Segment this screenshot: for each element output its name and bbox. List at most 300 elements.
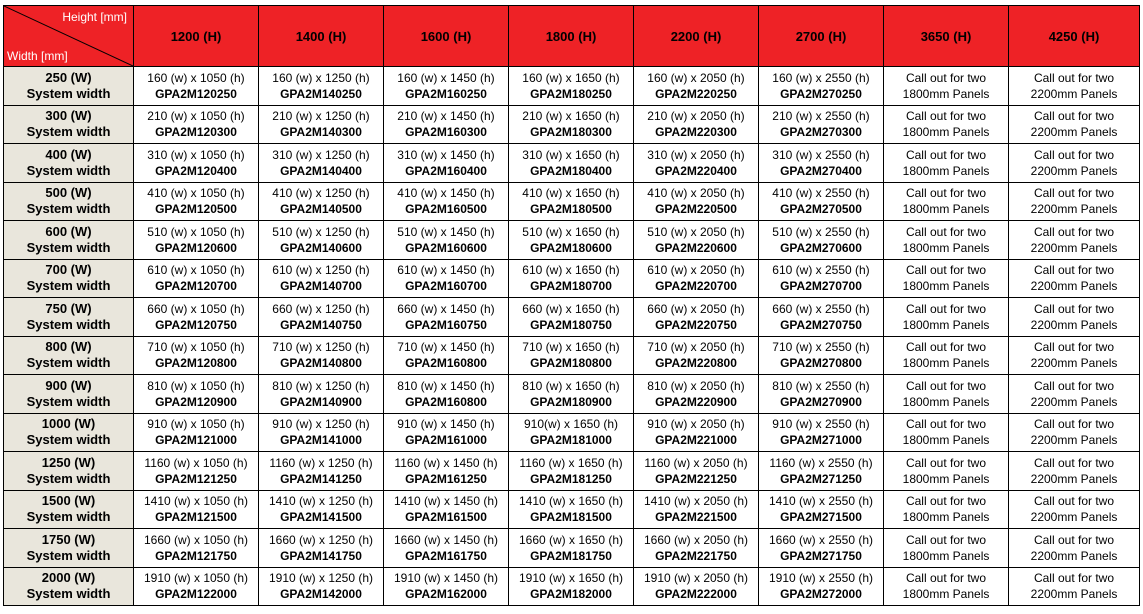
panel-dimensions: 160 (w) x 2550 (h) xyxy=(772,70,870,85)
panel-cell xyxy=(1009,490,1140,529)
panel-dimensions: 210 (w) x 1050 (h) xyxy=(147,109,245,124)
panel-code: GPA2M122000 xyxy=(155,587,237,602)
panel-dimensions: 660 (w) x 1450 (h) xyxy=(397,301,495,316)
panel-cell xyxy=(259,67,384,106)
panel-dimensions: Call out for two xyxy=(905,301,987,316)
table-row xyxy=(4,413,1140,452)
panel-cell xyxy=(509,259,634,298)
panel-code: 2200mm Panels xyxy=(1030,279,1118,294)
panel-dimensions: 910 (w) x 1450 (h) xyxy=(397,417,495,432)
panel-dimensions: 310 (w) x 1650 (h) xyxy=(522,147,620,162)
panel-code: GPA2M120600 xyxy=(155,240,237,255)
panel-cell xyxy=(884,375,1009,414)
panel-dimensions: Call out for two xyxy=(905,224,987,239)
height-header-8: 4250 (H) xyxy=(1009,6,1140,67)
panel-code: GPA2M120250 xyxy=(155,86,237,101)
panel-cell xyxy=(759,67,884,106)
panel-cell xyxy=(634,182,759,221)
panel-code: GPA2M161500 xyxy=(405,510,487,525)
panel-code: 1800mm Panels xyxy=(902,86,990,101)
height-header-4: 1800 (H) xyxy=(509,6,634,67)
panel-dimensions: Call out for two xyxy=(905,571,987,586)
panel-code: GPA2M180750 xyxy=(530,317,612,332)
panel-cell xyxy=(384,105,509,144)
panel-code: GPA2M160750 xyxy=(405,317,487,332)
panel-code: 2200mm Panels xyxy=(1030,317,1118,332)
panel-code: 2200mm Panels xyxy=(1030,356,1118,371)
panel-code: GPA2M271500 xyxy=(780,510,862,525)
panel-code: GPA2M271000 xyxy=(780,433,862,448)
panel-dimensions: Call out for two xyxy=(905,494,987,509)
panel-dimensions: 710 (w) x 2050 (h) xyxy=(647,340,745,355)
width-row-header xyxy=(4,413,134,452)
panel-dimensions: 810 (w) x 2550 (h) xyxy=(772,378,870,393)
panel-code: GPA2M220750 xyxy=(655,317,737,332)
panel-dimensions: 810 (w) x 1450 (h) xyxy=(397,378,495,393)
width-row-header xyxy=(4,259,134,298)
panel-dimensions: Call out for two xyxy=(1033,263,1115,278)
height-header-3: 1600 (H) xyxy=(384,6,509,67)
panel-dimensions: 610 (w) x 2550 (h) xyxy=(772,263,870,278)
panel-cell xyxy=(384,452,509,491)
width-row-header xyxy=(4,375,134,414)
panel-dimensions: 510 (w) x 1450 (h) xyxy=(397,224,495,239)
panel-dimensions: 410 (w) x 2050 (h) xyxy=(647,186,745,201)
panel-code: GPA2M180600 xyxy=(530,240,612,255)
table-row xyxy=(4,221,1140,260)
panel-code: GPA2M121000 xyxy=(155,433,237,448)
panel-dimensions: 210 (w) x 1250 (h) xyxy=(272,109,370,124)
panel-code: 2200mm Panels xyxy=(1030,240,1118,255)
panel-cell xyxy=(1009,452,1140,491)
panel-cell xyxy=(259,452,384,491)
panel-dimensions: 410 (w) x 1250 (h) xyxy=(272,186,370,201)
panel-code: GPA2M160400 xyxy=(405,163,487,178)
table-row xyxy=(4,452,1140,491)
panel-dimensions: 410 (w) x 1650 (h) xyxy=(522,186,620,201)
panel-code: GPA2M160500 xyxy=(405,202,487,217)
panel-code: GPA2M120500 xyxy=(155,202,237,217)
panel-cell xyxy=(759,336,884,375)
table-row xyxy=(4,259,1140,298)
width-row-header xyxy=(4,567,134,606)
panel-cell xyxy=(134,413,259,452)
panel-code: 1800mm Panels xyxy=(902,317,990,332)
panel-dimensions: Call out for two xyxy=(1033,301,1115,316)
panel-cell xyxy=(509,452,634,491)
panel-code: GPA2M141500 xyxy=(280,510,362,525)
panel-dimensions: 310 (w) x 1450 (h) xyxy=(397,147,495,162)
panel-dimensions: 910 (w) x 1050 (h) xyxy=(147,417,245,432)
panel-code: GPA2M140900 xyxy=(280,394,362,409)
system-width-value: 1750 (W) xyxy=(41,531,96,547)
panel-cell xyxy=(759,221,884,260)
panel-dimensions: 660 (w) x 1250 (h) xyxy=(272,301,370,316)
panel-cell xyxy=(884,259,1009,298)
panel-cell xyxy=(759,452,884,491)
panel-cell xyxy=(634,490,759,529)
system-width-label: System width xyxy=(26,393,111,409)
panel-dimensions: 310 (w) x 1050 (h) xyxy=(147,147,245,162)
panel-code: GPA2M161250 xyxy=(405,471,487,486)
table-body xyxy=(4,67,1140,606)
system-width-value: 400 (W) xyxy=(45,146,92,162)
panel-code: 1800mm Panels xyxy=(902,163,990,178)
panel-cell xyxy=(1009,375,1140,414)
panel-code: 2200mm Panels xyxy=(1030,587,1118,602)
panel-code: GPA2M220250 xyxy=(655,86,737,101)
width-row-header xyxy=(4,144,134,183)
panel-cell xyxy=(759,375,884,414)
panel-cell xyxy=(384,375,509,414)
panel-dimensions: 1660 (w) x 1450 (h) xyxy=(393,532,499,547)
panel-dimensions: 310 (w) x 2050 (h) xyxy=(647,147,745,162)
panel-cell xyxy=(1009,221,1140,260)
panel-dimensions: Call out for two xyxy=(905,340,987,355)
panel-code: GPA2M141750 xyxy=(280,548,362,563)
panel-cell xyxy=(384,567,509,606)
panel-dimensions: 160 (w) x 1450 (h) xyxy=(397,70,495,85)
system-width-value: 750 (W) xyxy=(45,300,92,316)
panel-code: GPA2M120900 xyxy=(155,394,237,409)
panel-dimensions: 310 (w) x 2550 (h) xyxy=(772,147,870,162)
panel-cell xyxy=(509,529,634,568)
panel-cell xyxy=(259,259,384,298)
panel-dimensions: 1910 (w) x 1050 (h) xyxy=(143,571,249,586)
panel-code: GPA2M180500 xyxy=(530,202,612,217)
panel-dimensions: 1410 (w) x 1450 (h) xyxy=(393,494,499,509)
width-row-header xyxy=(4,452,134,491)
panel-code: GPA2M120300 xyxy=(155,125,237,140)
panel-dimensions: 1910 (w) x 1650 (h) xyxy=(518,571,624,586)
panel-dimensions: 1910 (w) x 2050 (h) xyxy=(643,571,749,586)
panel-code: 1800mm Panels xyxy=(902,548,990,563)
height-header-7: 3650 (H) xyxy=(884,6,1009,67)
panel-code: GPA2M181000 xyxy=(530,433,612,448)
table-row xyxy=(4,298,1140,337)
system-width-label: System width xyxy=(26,201,111,217)
panel-code: GPA2M160700 xyxy=(405,279,487,294)
panel-cell xyxy=(1009,182,1140,221)
panel-cell xyxy=(634,375,759,414)
panel-code: GPA2M220700 xyxy=(655,279,737,294)
panel-code: GPA2M141000 xyxy=(280,433,362,448)
system-width-label: System width xyxy=(26,85,111,101)
panel-code: GPA2M270300 xyxy=(780,125,862,140)
panel-cell xyxy=(509,105,634,144)
panel-code: GPA2M180300 xyxy=(530,125,612,140)
panel-cell xyxy=(259,529,384,568)
panel-code: GPA2M160250 xyxy=(405,86,487,101)
panel-cell xyxy=(509,375,634,414)
table-row xyxy=(4,67,1140,106)
panel-cell xyxy=(134,259,259,298)
system-width-label: System width xyxy=(26,547,111,563)
panel-code: GPA2M180250 xyxy=(530,86,612,101)
system-width-value: 600 (W) xyxy=(45,223,92,239)
panel-cell xyxy=(634,452,759,491)
system-width-value: 300 (W) xyxy=(45,108,92,124)
panel-dimensions: 610 (w) x 1650 (h) xyxy=(522,263,620,278)
panel-cell xyxy=(259,567,384,606)
panel-code: GPA2M220600 xyxy=(655,240,737,255)
panel-code: GPA2M180400 xyxy=(530,163,612,178)
panel-code: GPA2M270500 xyxy=(780,202,862,217)
panel-dimensions: 1160 (w) x 1450 (h) xyxy=(394,455,498,470)
panel-cell xyxy=(134,105,259,144)
panel-dimensions: 1660 (w) x 2550 (h) xyxy=(768,532,874,547)
panel-dimensions: Call out for two xyxy=(1033,494,1115,509)
panel-cell xyxy=(384,144,509,183)
panel-code: GPA2M161000 xyxy=(405,433,487,448)
panel-dimensions: Call out for two xyxy=(905,186,987,201)
panel-code: GPA2M140500 xyxy=(280,202,362,217)
panel-dimensions: 510 (w) x 2050 (h) xyxy=(647,224,745,239)
panel-code: GPA2M160800 xyxy=(405,394,487,409)
panel-cell xyxy=(509,221,634,260)
panel-cell xyxy=(134,375,259,414)
panel-dimensions: 660 (w) x 2050 (h) xyxy=(647,301,745,316)
panel-code: GPA2M140400 xyxy=(280,163,362,178)
width-row-header xyxy=(4,67,134,106)
panel-cell xyxy=(384,298,509,337)
panel-dimensions: 210 (w) x 2050 (h) xyxy=(647,109,745,124)
panel-code: 1800mm Panels xyxy=(902,240,990,255)
panel-code: GPA2M160600 xyxy=(405,240,487,255)
panel-dimensions: Call out for two xyxy=(1033,147,1115,162)
panel-dimensions: 710 (w) x 1450 (h) xyxy=(397,340,495,355)
system-width-value: 1500 (W) xyxy=(41,493,96,509)
system-width-value: 900 (W) xyxy=(45,377,92,393)
panel-dimensions: 610 (w) x 1250 (h) xyxy=(272,263,370,278)
panel-dimensions: 410 (w) x 1450 (h) xyxy=(397,186,495,201)
table-row xyxy=(4,144,1140,183)
panel-code: GPA2M180900 xyxy=(530,394,612,409)
panel-dimensions: Call out for two xyxy=(905,455,987,470)
system-width-value: 500 (W) xyxy=(45,185,92,201)
panel-code: 2200mm Panels xyxy=(1030,471,1118,486)
panel-code: GPA2M140800 xyxy=(280,356,362,371)
panel-dimensions: Call out for two xyxy=(1033,455,1115,470)
panel-dimensions: Call out for two xyxy=(1033,70,1115,85)
panel-code: GPA2M222000 xyxy=(655,587,737,602)
panel-code: 1800mm Panels xyxy=(902,279,990,294)
system-width-label: System width xyxy=(26,432,111,448)
system-width-value: 1250 (W) xyxy=(41,454,96,470)
table-row xyxy=(4,375,1140,414)
panel-cell xyxy=(384,67,509,106)
panel-dimensions: 160 (w) x 2050 (h) xyxy=(647,70,745,85)
panel-dimensions: Call out for two xyxy=(905,147,987,162)
panel-dimensions: 810 (w) x 1650 (h) xyxy=(522,378,620,393)
panel-code: 1800mm Panels xyxy=(902,471,990,486)
panel-dimensions: 1160 (w) x 2550 (h) xyxy=(769,455,873,470)
panel-code: GPA2M182000 xyxy=(530,587,612,602)
panel-dimensions: 910 (w) x 2050 (h) xyxy=(647,417,745,432)
panel-cell xyxy=(759,259,884,298)
panel-code: GPA2M161750 xyxy=(405,548,487,563)
panel-cell xyxy=(384,490,509,529)
panel-code: GPA2M120750 xyxy=(155,317,237,332)
panel-dimensions: 710 (w) x 1050 (h) xyxy=(147,340,245,355)
table-row xyxy=(4,105,1140,144)
panel-code: GPA2M141250 xyxy=(280,471,362,486)
panel-cell xyxy=(259,144,384,183)
panel-cell xyxy=(259,105,384,144)
panel-cell xyxy=(634,298,759,337)
height-header-2: 1400 (H) xyxy=(259,6,384,67)
panel-cell xyxy=(259,490,384,529)
panel-dimensions: Call out for two xyxy=(1033,417,1115,432)
panel-cell xyxy=(759,144,884,183)
panel-code: GPA2M140700 xyxy=(280,279,362,294)
panel-code: 1800mm Panels xyxy=(902,587,990,602)
panel-dimensions: Call out for two xyxy=(905,532,987,547)
system-width-label: System width xyxy=(26,278,111,294)
panel-code: GPA2M162000 xyxy=(405,587,487,602)
system-width-value: 250 (W) xyxy=(45,69,92,85)
panel-dimensions: 710 (w) x 1250 (h) xyxy=(272,340,370,355)
system-width-value: 800 (W) xyxy=(45,339,92,355)
panel-cell xyxy=(884,413,1009,452)
system-width-label: System width xyxy=(26,509,111,525)
panel-cell xyxy=(134,144,259,183)
panel-dimensions: 1410 (w) x 1650 (h) xyxy=(518,494,624,509)
panel-code: 2200mm Panels xyxy=(1030,163,1118,178)
panel-dimensions: 160 (w) x 1250 (h) xyxy=(272,70,370,85)
height-header-1: 1200 (H) xyxy=(134,6,259,67)
panel-code: GPA2M121750 xyxy=(155,548,237,563)
system-width-label: System width xyxy=(26,162,111,178)
panel-dimensions: 1160 (w) x 1250 (h) xyxy=(269,455,373,470)
panel-code: GPA2M160300 xyxy=(405,125,487,140)
panel-dimensions: 810 (w) x 1050 (h) xyxy=(147,378,245,393)
panel-cell xyxy=(134,567,259,606)
panel-code: GPA2M272000 xyxy=(780,587,862,602)
table-row xyxy=(4,336,1140,375)
panel-dimensions: 1910 (w) x 2550 (h) xyxy=(768,571,874,586)
panel-code: GPA2M221500 xyxy=(655,510,737,525)
panel-code: 1800mm Panels xyxy=(902,125,990,140)
panel-code: GPA2M120700 xyxy=(155,279,237,294)
panel-dimensions: 660 (w) x 2550 (h) xyxy=(772,301,870,316)
panel-cell xyxy=(509,413,634,452)
panel-cell xyxy=(384,336,509,375)
panel-cell xyxy=(259,182,384,221)
panel-dimensions: 160 (w) x 1650 (h) xyxy=(522,70,620,85)
panel-dimensions: 1660 (w) x 1650 (h) xyxy=(518,532,624,547)
panel-cell xyxy=(1009,67,1140,106)
panel-code: GPA2M270800 xyxy=(780,356,862,371)
height-axis-label: Height [mm] xyxy=(62,10,127,24)
panel-cell xyxy=(1009,298,1140,337)
panel-dimensions: 160 (w) x 1050 (h) xyxy=(147,70,245,85)
panel-dimensions: 1910 (w) x 1250 (h) xyxy=(268,571,374,586)
panel-code: GPA2M142000 xyxy=(280,587,362,602)
panel-cell xyxy=(509,182,634,221)
panel-code: GPA2M270750 xyxy=(780,317,862,332)
table-row xyxy=(4,567,1140,606)
panel-code: GPA2M271250 xyxy=(780,471,862,486)
panel-code: GPA2M220300 xyxy=(655,125,737,140)
panel-cell xyxy=(509,67,634,106)
width-row-header xyxy=(4,529,134,568)
system-width-label: System width xyxy=(26,470,111,486)
panel-cell xyxy=(759,182,884,221)
panel-dimensions: Call out for two xyxy=(1033,532,1115,547)
panel-dimensions: 210 (w) x 2550 (h) xyxy=(772,109,870,124)
panel-code: GPA2M220400 xyxy=(655,163,737,178)
panel-dimensions: 1910 (w) x 1450 (h) xyxy=(393,571,499,586)
panel-dimensions: Call out for two xyxy=(1033,224,1115,239)
panel-cell xyxy=(884,144,1009,183)
panel-cell xyxy=(634,529,759,568)
panel-code: GPA2M270900 xyxy=(780,394,862,409)
panel-code: GPA2M221750 xyxy=(655,548,737,563)
panel-code: GPA2M140300 xyxy=(280,125,362,140)
panel-cell xyxy=(259,221,384,260)
panel-dimensions: 710 (w) x 2550 (h) xyxy=(772,340,870,355)
panel-cell xyxy=(259,375,384,414)
panel-cell xyxy=(384,259,509,298)
panel-cell xyxy=(509,298,634,337)
panel-code: GPA2M120800 xyxy=(155,356,237,371)
panel-code: 2200mm Panels xyxy=(1030,86,1118,101)
panel-dimensions: 510 (w) x 2550 (h) xyxy=(772,224,870,239)
system-width-label: System width xyxy=(26,316,111,332)
panel-cell xyxy=(384,413,509,452)
panel-cell xyxy=(884,182,1009,221)
panel-cell xyxy=(759,490,884,529)
panel-cell xyxy=(884,67,1009,106)
panel-code: GPA2M220500 xyxy=(655,202,737,217)
panel-dimensions: Call out for two xyxy=(905,109,987,124)
panel-cell xyxy=(1009,336,1140,375)
panel-cell xyxy=(134,182,259,221)
height-header-6: 2700 (H) xyxy=(759,6,884,67)
panel-dimensions: 1410 (w) x 1250 (h) xyxy=(268,494,374,509)
panel-code: GPA2M180700 xyxy=(530,279,612,294)
panel-dimensions: 1160 (w) x 1650 (h) xyxy=(519,455,623,470)
panel-code: 1800mm Panels xyxy=(902,202,990,217)
panel-dimensions: Call out for two xyxy=(1033,571,1115,586)
panel-dimensions: 510 (w) x 1650 (h) xyxy=(522,224,620,239)
panel-cell xyxy=(1009,413,1140,452)
panel-code: GPA2M181750 xyxy=(530,548,612,563)
panel-dimensions: 710 (w) x 1650 (h) xyxy=(522,340,620,355)
panel-cell xyxy=(759,567,884,606)
panel-dimensions: Call out for two xyxy=(1033,109,1115,124)
panel-cell xyxy=(384,221,509,260)
system-width-value: 2000 (W) xyxy=(41,570,96,586)
system-width-value: 700 (W) xyxy=(45,262,92,278)
panel-size-table-wrapper xyxy=(3,5,1139,606)
panel-cell xyxy=(134,529,259,568)
panel-cell xyxy=(1009,144,1140,183)
panel-cell xyxy=(1009,259,1140,298)
panel-code: GPA2M121250 xyxy=(155,471,237,486)
system-width-value: 1000 (W) xyxy=(41,416,96,432)
panel-cell xyxy=(634,67,759,106)
panel-cell xyxy=(134,221,259,260)
panel-cell xyxy=(384,529,509,568)
panel-code: GPA2M270600 xyxy=(780,240,862,255)
panel-code: 2200mm Panels xyxy=(1030,433,1118,448)
panel-cell xyxy=(134,490,259,529)
panel-dimensions: 660 (w) x 1050 (h) xyxy=(147,301,245,316)
height-header-5: 2200 (H) xyxy=(634,6,759,67)
corner-header-cell xyxy=(4,6,134,67)
